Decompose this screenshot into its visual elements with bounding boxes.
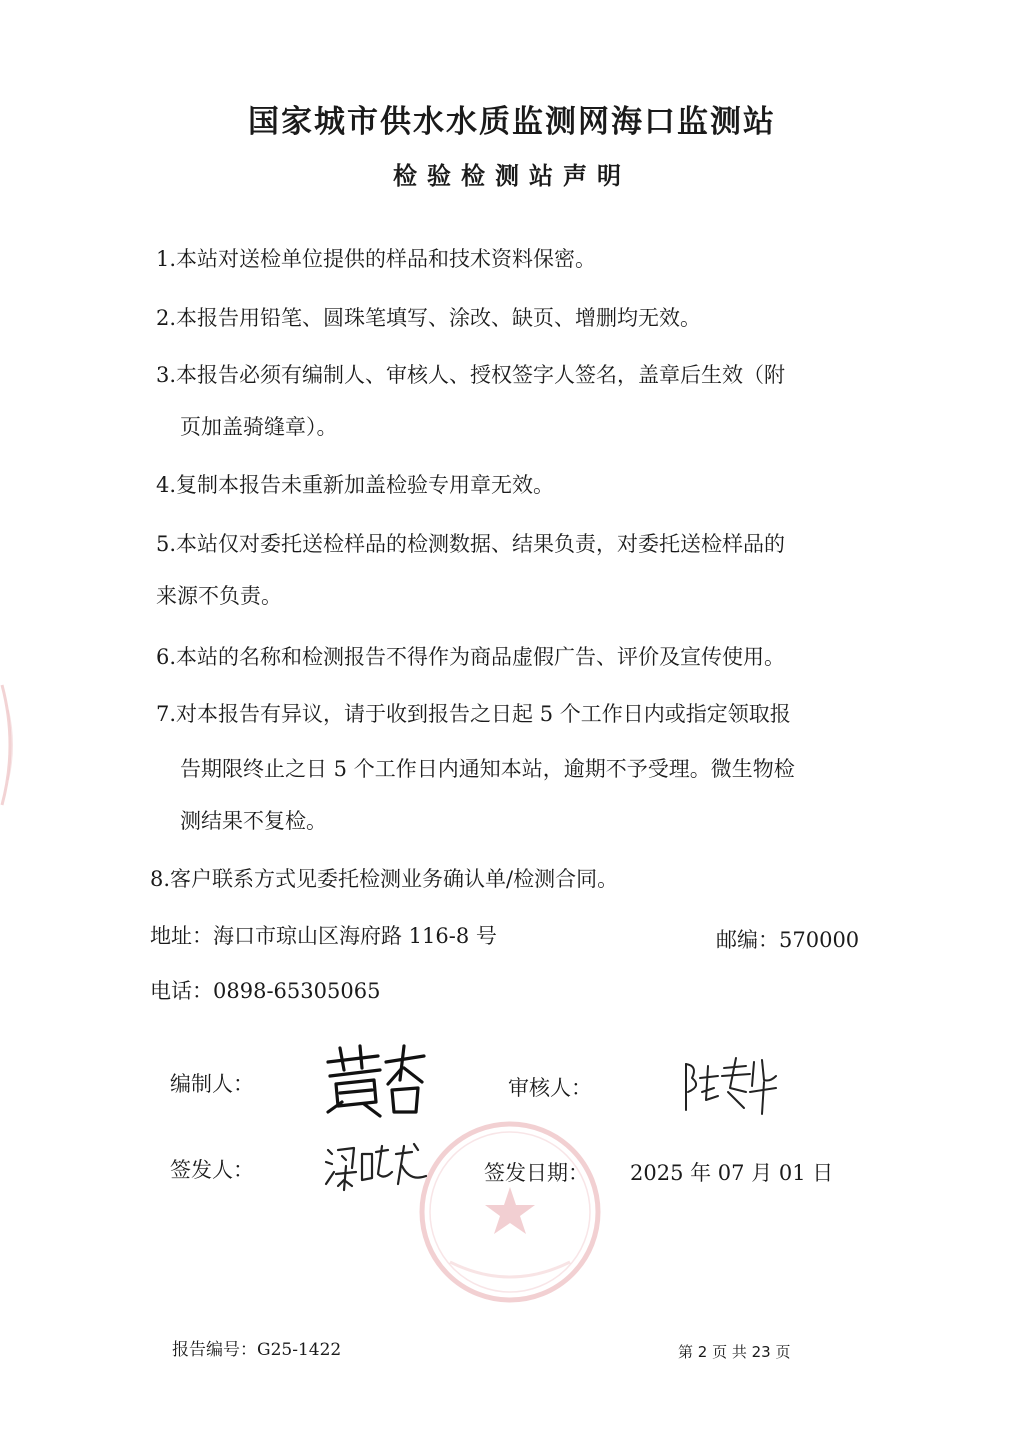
issuer-label: 签发人： — [170, 1158, 254, 1182]
compiler-label: 编制人： — [170, 1072, 254, 1096]
statement-line-8: 8.客户联系方式见委托检测业务确认单/检测合同。 — [150, 867, 619, 891]
statement-line-3-cont: 页加盖骑缝章）。 — [180, 415, 338, 439]
compiler-signature — [320, 1040, 430, 1120]
edge-seal-mark — [0, 680, 24, 810]
contact-address: 地址：海口市琼山区海府路 116-8 号 — [150, 924, 497, 948]
contact-postcode: 邮编：570000 — [716, 928, 860, 952]
statement-line-7-cont-b: 测结果不复检。 — [180, 809, 327, 833]
reviewer-signature — [680, 1052, 780, 1117]
contact-phone: 电话：0898-65305065 — [150, 979, 381, 1003]
statement-line-4: 4.复制本报告未重新加盖检验专用章无效。 — [156, 473, 555, 497]
page-subtitle: 检验检测站声明 — [393, 162, 631, 190]
reviewer-label: 审核人： — [508, 1076, 592, 1100]
statement-line-3: 3.本报告必须有编制人、审核人、授权签字人签名，盖章后生效（附 — [156, 363, 786, 387]
page-number: 第 2 页 共 23 页 — [678, 1343, 791, 1361]
statement-line-5: 5.本站仅对委托送检样品的检测数据、结果负责，对委托送检样品的 — [156, 532, 786, 556]
statement-line-6: 6.本站的名称和检测报告不得作为商品虚假广告、评价及宣传使用。 — [156, 645, 786, 669]
report-number: 报告编号：G25-1422 — [172, 1340, 342, 1360]
issuer-signature — [322, 1140, 427, 1195]
statement-line-1: 1.本站对送检单位提供的样品和技术资料保密。 — [156, 247, 597, 271]
issue-date-label: 签发日期： — [484, 1161, 589, 1185]
official-seal — [415, 1117, 605, 1307]
issue-date-value: 2025 年 07 月 01 日 — [630, 1161, 834, 1185]
statement-line-7-cont-a: 告期限终止之日 5 个工作日内通知本站，逾期不予受理。微生物检 — [180, 757, 795, 781]
statement-line-2: 2.本报告用铅笔、圆珠笔填写、涂改、缺页、增删均无效。 — [156, 306, 702, 330]
statement-line-5-cont: 来源不负责。 — [156, 584, 282, 608]
statement-line-7: 7.对本报告有异议，请于收到报告之日起 5 个工作日内或指定领取报 — [156, 702, 791, 726]
page-title: 国家城市供水水质监测网海口监测站 — [248, 104, 776, 140]
